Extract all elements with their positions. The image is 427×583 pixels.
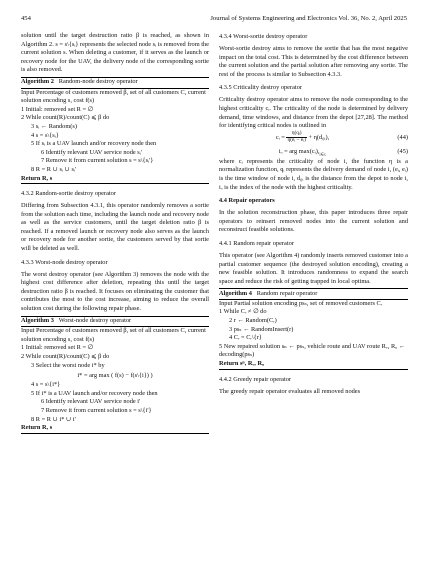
algorithm-2-title	[21, 78, 209, 89]
algorithm-4-body	[219, 300, 408, 369]
algorithm-2-tag: Algorithm 2	[21, 78, 54, 86]
algorithm-3-tag: Algorithm 3	[21, 317, 54, 325]
algorithm-line: 4 s = s\{i*}	[31, 381, 61, 389]
algorithm-2-box	[21, 77, 209, 184]
algorithm-line: 3 Select the worst node i* by	[31, 361, 105, 369]
algorithm-line: 5 If sᵢ is a UAV launch and/or recovery node then	[31, 140, 157, 148]
algorithm-4-title	[219, 289, 408, 300]
algorithm-3-box	[21, 316, 209, 434]
page-number: 454	[21, 15, 31, 22]
algorithm-line: 1 While Cᵣ ≠ ∅ do	[219, 308, 267, 316]
algorithm-4-box	[219, 288, 408, 369]
equation-45-subscript: i∈c	[319, 151, 327, 157]
section-4-3-3-heading: 4.3.3 Worst-node destroy operator	[21, 258, 108, 266]
algorithm-line: 7 Remove it from current solution s = s\{sᵢ'}	[41, 157, 154, 165]
equation-45	[219, 145, 408, 158]
algorithm-line: Input Partial solution encoding psₛ, set of removed customers Cᵣ	[219, 299, 383, 307]
section-4-4-2-heading: 4.4.2 Greedy repair operator	[219, 375, 292, 383]
section-4-4-heading: 4.4 Repair operators	[219, 197, 275, 205]
algorithm-3-name: Worst-node destroy operator	[58, 317, 132, 325]
algorithm-line: 5 New repaired solution sₙ ← psₛ, vehicle route and UAV route Rᵥ, Rᵤ ← decoding(psₛ)	[219, 342, 406, 359]
algorithm-line: 2 r ← Random(Cᵣ)	[229, 317, 277, 325]
equation-44-denominator: η(eᵢ − eᵢ)	[287, 136, 306, 143]
algorithm-line: 2 While count(R)/count(C) ⩽ β do	[21, 353, 110, 360]
paragraph-worst-node: The worst destroy operator (see Algorithm 3) removes the node with the highest cost difference after deletion, repeating this until the target destruction ratio β is reached. It focuses on eliminating the customer that contributes the most to the cost increase, aiming to reduce the overall solution cost during the following repair phase.	[21, 270, 209, 313]
algorithm-line: 8 R = R ∪ sᵢ ∪ sᵢ'	[31, 165, 77, 173]
algorithm-3-title	[21, 317, 209, 328]
equation-44-rhs: + η(d₀ᵢ),	[308, 133, 330, 141]
section-4-3-4-heading: 4.3.4 Worst-sortie destroy operator	[219, 33, 308, 40]
algorithm-line: 7 Remove it from current solution s = s\{i'}	[41, 406, 152, 414]
paragraph-greedy-repair: The greedy repair operator evaluates all removed nodes	[219, 387, 361, 395]
left-column	[21, 32, 209, 435]
algorithm-line: 1 Initial: removed set R = ∅	[21, 105, 94, 113]
paragraph-repair-intro: In the solution reconstruction phase, this paper introduces three repair operators to reinsert removed nodes into the current solution and reconstruct feasible solutions.	[219, 209, 408, 234]
paragraph-criticality: Criticality destroy operator aims to remove the node corresponding to the highest criticality cᵢ. The criticality of the node is determined by delivery demand, time windows, and distance from the depot [27,28]. The method for identifying critical nodes is outlined in	[219, 96, 408, 130]
equation-44	[219, 131, 408, 145]
algorithm-line: 4 Cᵣ = Cᵣ\{r}	[229, 334, 262, 342]
algorithm-line: 4 s = s\{sᵢ}	[31, 131, 59, 139]
running-header	[21, 13, 407, 25]
journal-citation: Journal of Systems Engineering and Electronics Vol. 36, No. 2, April 2025	[210, 15, 407, 22]
algorithm-line: Return R, s	[21, 424, 53, 432]
section-4-4-1-heading: 4.4.1 Random repair operator	[219, 239, 294, 247]
algorithm-3-argmax: i* = arg max ( f(s) − f(s\{i}) )	[77, 372, 153, 380]
algorithm-line: 5 If i* is a UAV launch and/or recovery node then	[31, 389, 158, 397]
paragraph-worst-sortie: Worst-sortie destroy aims to remove the sortie that has the most negative impact on the total cost. This is determined by the cost difference between the current solution and the partial solution after removing any sortie. The rest of the process is similar to Subsection 4.3.3.	[219, 45, 408, 78]
algorithm-line: 2 While count(R)/count(C) ⩽ β do	[21, 114, 110, 122]
algorithm-line: 3 psₛ ← RandomInsert(r)	[229, 325, 294, 333]
algorithm-3-body	[21, 327, 209, 433]
algorithm-line: Input Percentage of customers removed β, set of all customers C, current solution encoding s, cost f(s)	[21, 327, 206, 343]
algorithm-line: 6 Identify relevant UAV service node sᵢ'	[41, 148, 142, 156]
equation-44-expression	[219, 131, 386, 145]
algorithm-2-name: Random-node destroy operator	[58, 78, 138, 86]
section-4-3-5-heading: 4.3.5 Criticality destroy operator	[219, 84, 302, 92]
algorithm-line: Return sⁿ, Rᵥ, Rᵤ	[219, 360, 265, 368]
algorithm-4-name: Random repair operator	[256, 289, 318, 297]
equation-44-fraction	[286, 131, 306, 143]
paragraph-alg2-intro: solution until the target destruction ratio β is reached, as shown in Algorithm 2. s = s\{sᵢ} represents the selected node sᵢ is removed from the current solution s. When deleting a customer, if it serves as the launch or recovery node for the UAV, the delivery node of the corresponding sortie is also removed.	[21, 32, 209, 74]
paragraph-criticality-definitions: where cᵢ represents the criticality of node i, the function η is a normalization function, qᵢ represents the delivery demand of node i, (eᵢ, eᵢ) is the time window of node i, d₀ᵢ is the distance from the depot to node i, iₒ is the index of the node with the highest criticality.	[219, 157, 408, 191]
right-column	[219, 32, 408, 396]
paragraph-random-repair: This operator (see Algorithm 4) randomly inserts removed customer into a partial customer sequence (the destroyed solution encoding), creating a new feasible solution. It introduces randomness to expand the search space and reduce the risk of getting trapped in local optima.	[219, 251, 408, 285]
algorithm-line: 1 Initial: removed set R = ∅	[21, 344, 94, 352]
equation-45-expression	[219, 145, 386, 160]
algorithm-line: 6 Identify relevant UAV service node i'	[41, 398, 141, 406]
equation-44-number: (44)	[397, 133, 408, 141]
algorithm-2-body	[21, 89, 209, 184]
paragraph-random-sortie: Differing from Subsection 4.3.1, this operator randomly removes a sortie from the solution each time, including the launch node and recovery node as well as the service customers, until the target deletion ratio β is reached. If a removed launch or recovery node also serves as the launch or recovery node for another sortie, the customers served by that sortie will be deleted as well.	[21, 202, 209, 253]
algorithm-line: 8 R = R ∪ i* ∪ i'	[31, 415, 76, 423]
equation-44-numerator: η(qᵢ)	[286, 131, 306, 138]
section-4-3-2-heading: 4.3.2 Random-sortie destroy operator	[21, 190, 116, 198]
equation-45-number: (45)	[397, 147, 408, 155]
algorithm-line: 3 sᵢ ← Random(s)	[31, 122, 77, 130]
algorithm-line: Input Percentage of customers removed β, set of all customers C, current solution encoding s, cost f(s)	[21, 88, 206, 105]
equation-44-lhs: cᵢ =	[275, 133, 285, 141]
algorithm-4-tag: Algorithm 4	[219, 289, 252, 297]
equation-45-body: iₒ = arg max(cᵢ),	[278, 147, 320, 155]
algorithm-line: Return R, s	[21, 174, 53, 182]
